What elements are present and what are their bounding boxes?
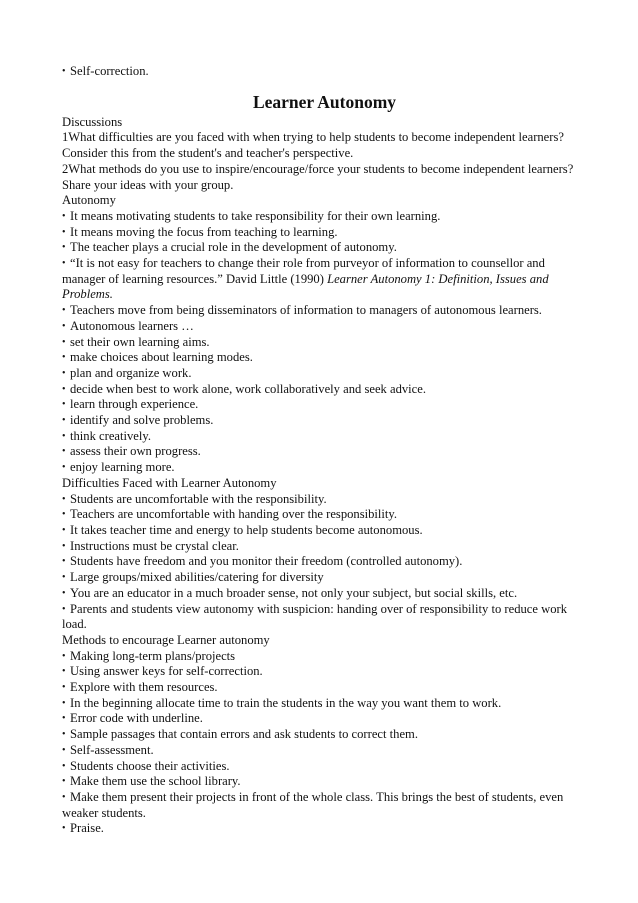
list-item: • set their own learning aims. xyxy=(62,334,210,349)
bullet-icon: • xyxy=(62,666,66,678)
list-item: • identify and solve problems. xyxy=(62,413,214,428)
list-item: • Students have freedom and you monitor their freedom (controlled autonomy). xyxy=(62,554,463,569)
bullet-icon: • xyxy=(62,446,66,458)
bullet-icon: • xyxy=(62,242,66,254)
list-item: • In the beginning allocate time to train the students in the way you want them to work. xyxy=(62,695,502,710)
list-item: • Praise. xyxy=(62,821,104,836)
list-item: • Students choose their activities. xyxy=(62,758,230,773)
bullet-icon: • xyxy=(62,823,66,835)
bullet-icon: • xyxy=(62,556,66,568)
bullet-icon: • xyxy=(62,399,66,411)
bullet-icon: • xyxy=(62,258,66,270)
bullet-icon: • xyxy=(62,744,66,756)
list-item: • Using answer keys for self-correction. xyxy=(62,664,263,679)
quote-source: Learner Autonomy 1: Definition, Issues and Problems. xyxy=(62,271,549,302)
list-item: • Parents and students view autonomy with suspicion: handing over of responsibility to reduce work load. xyxy=(62,601,568,632)
bullet-icon: • xyxy=(62,226,66,238)
list-item: • It means motivating students to take responsibility for their own learning. xyxy=(62,208,441,223)
bullet-icon: • xyxy=(62,383,66,395)
section-heading: Difficulties Faced with Learner Autonomy xyxy=(62,475,277,490)
bullet-icon: • xyxy=(62,524,66,536)
list-item: • learn through experience. xyxy=(62,397,199,412)
bullet-icon: • xyxy=(62,66,66,77)
bullet-icon: • xyxy=(62,352,66,364)
bullet-icon: • xyxy=(62,760,66,772)
list-item: • assess their own progress. xyxy=(62,444,201,459)
section-heading: Methods to encourage Learner autonomy xyxy=(62,632,270,647)
list-item: • Teachers are uncomfortable with handing over the responsibility. xyxy=(62,507,398,522)
list-item: • Teachers move from being disseminators of information to managers of autonomous learners. xyxy=(62,303,542,318)
bullet-icon: • xyxy=(62,713,66,725)
bullet-icon: • xyxy=(62,305,66,317)
bullet-icon: • xyxy=(62,682,66,694)
discussion-question: 1What difficulties are you faced with when trying to help students to become independent learners? Consider this from the student's and teacher's perspective. xyxy=(62,130,564,161)
bullet-icon: • xyxy=(62,320,66,332)
discussion-question: 2What methods do you use to inspire/encourage/force your students to become independent learners? Share your ideas with your group. xyxy=(62,161,574,192)
list-item: • decide when best to work alone, work collaboratively and seek advice. xyxy=(62,381,426,396)
bullet-icon: • xyxy=(62,540,66,552)
list-item: • make choices about learning modes. xyxy=(62,350,253,365)
document-page xyxy=(62,64,587,837)
bullet-icon: • xyxy=(62,493,66,505)
bullet-icon: • xyxy=(62,697,66,709)
list-item: • Large groups/mixed abilities/catering for diversity xyxy=(62,570,324,585)
list-item: • Make them use the school library. xyxy=(62,774,241,789)
list-item: • Self-correction. xyxy=(62,64,149,78)
bullet-icon: • xyxy=(62,430,66,442)
bullet-icon: • xyxy=(62,415,66,427)
list-item: • Instructions must be crystal clear. xyxy=(62,538,239,553)
list-item: • Self-assessment. xyxy=(62,742,154,757)
list-item: • Error code with underline. xyxy=(62,711,203,726)
bullet-icon: • xyxy=(62,210,66,222)
section-heading: Discussions xyxy=(62,114,123,129)
list-item: • think creatively. xyxy=(62,428,152,443)
bullet-icon: • xyxy=(62,572,66,584)
bullet-icon: • xyxy=(62,776,66,788)
list-item: • Sample passages that contain errors and ask students to correct them. xyxy=(62,727,418,742)
list-item: • It takes teacher time and energy to help students become autonomous. xyxy=(62,522,423,537)
list-item: • Explore with them resources. xyxy=(62,680,218,695)
page-title: Learner Autonomy xyxy=(252,91,397,112)
list-item: • Students are uncomfortable with the responsibility. xyxy=(62,491,327,506)
section-heading: Autonomy xyxy=(62,193,116,208)
bullet-icon: • xyxy=(62,587,66,599)
list-item: • plan and organize work. xyxy=(62,365,192,380)
quote-text: “It is not easy for teachers to change their role from purveyor of information to counsellor and manager of learning resources.” David Little (1990) xyxy=(62,256,545,286)
bullet-icon: • xyxy=(62,603,66,615)
bullet-icon: • xyxy=(62,367,66,379)
bullet-icon: • xyxy=(62,509,66,521)
bullet-icon: • xyxy=(62,791,66,803)
bullet-icon: • xyxy=(62,336,66,348)
bullet-icon: • xyxy=(62,462,66,474)
list-item xyxy=(62,256,587,303)
list-item: • Make them present their projects in front of the whole class. This brings the best of students, even weaker students. xyxy=(62,789,564,820)
list-item: • It means moving the focus from teaching to learning. xyxy=(62,224,338,239)
list-item: • You are an educator in a much broader sense, not only your subject, but social skills, etc. xyxy=(62,585,518,600)
list-item: • Autonomous learners … xyxy=(62,318,194,333)
list-item: • enjoy learning more. xyxy=(62,460,175,475)
list-item: • The teacher plays a crucial role in the development of autonomy. xyxy=(62,240,397,255)
bullet-icon: • xyxy=(62,650,66,662)
bullet-icon: • xyxy=(62,729,66,741)
list-item: • Making long-term plans/projects xyxy=(62,648,236,663)
